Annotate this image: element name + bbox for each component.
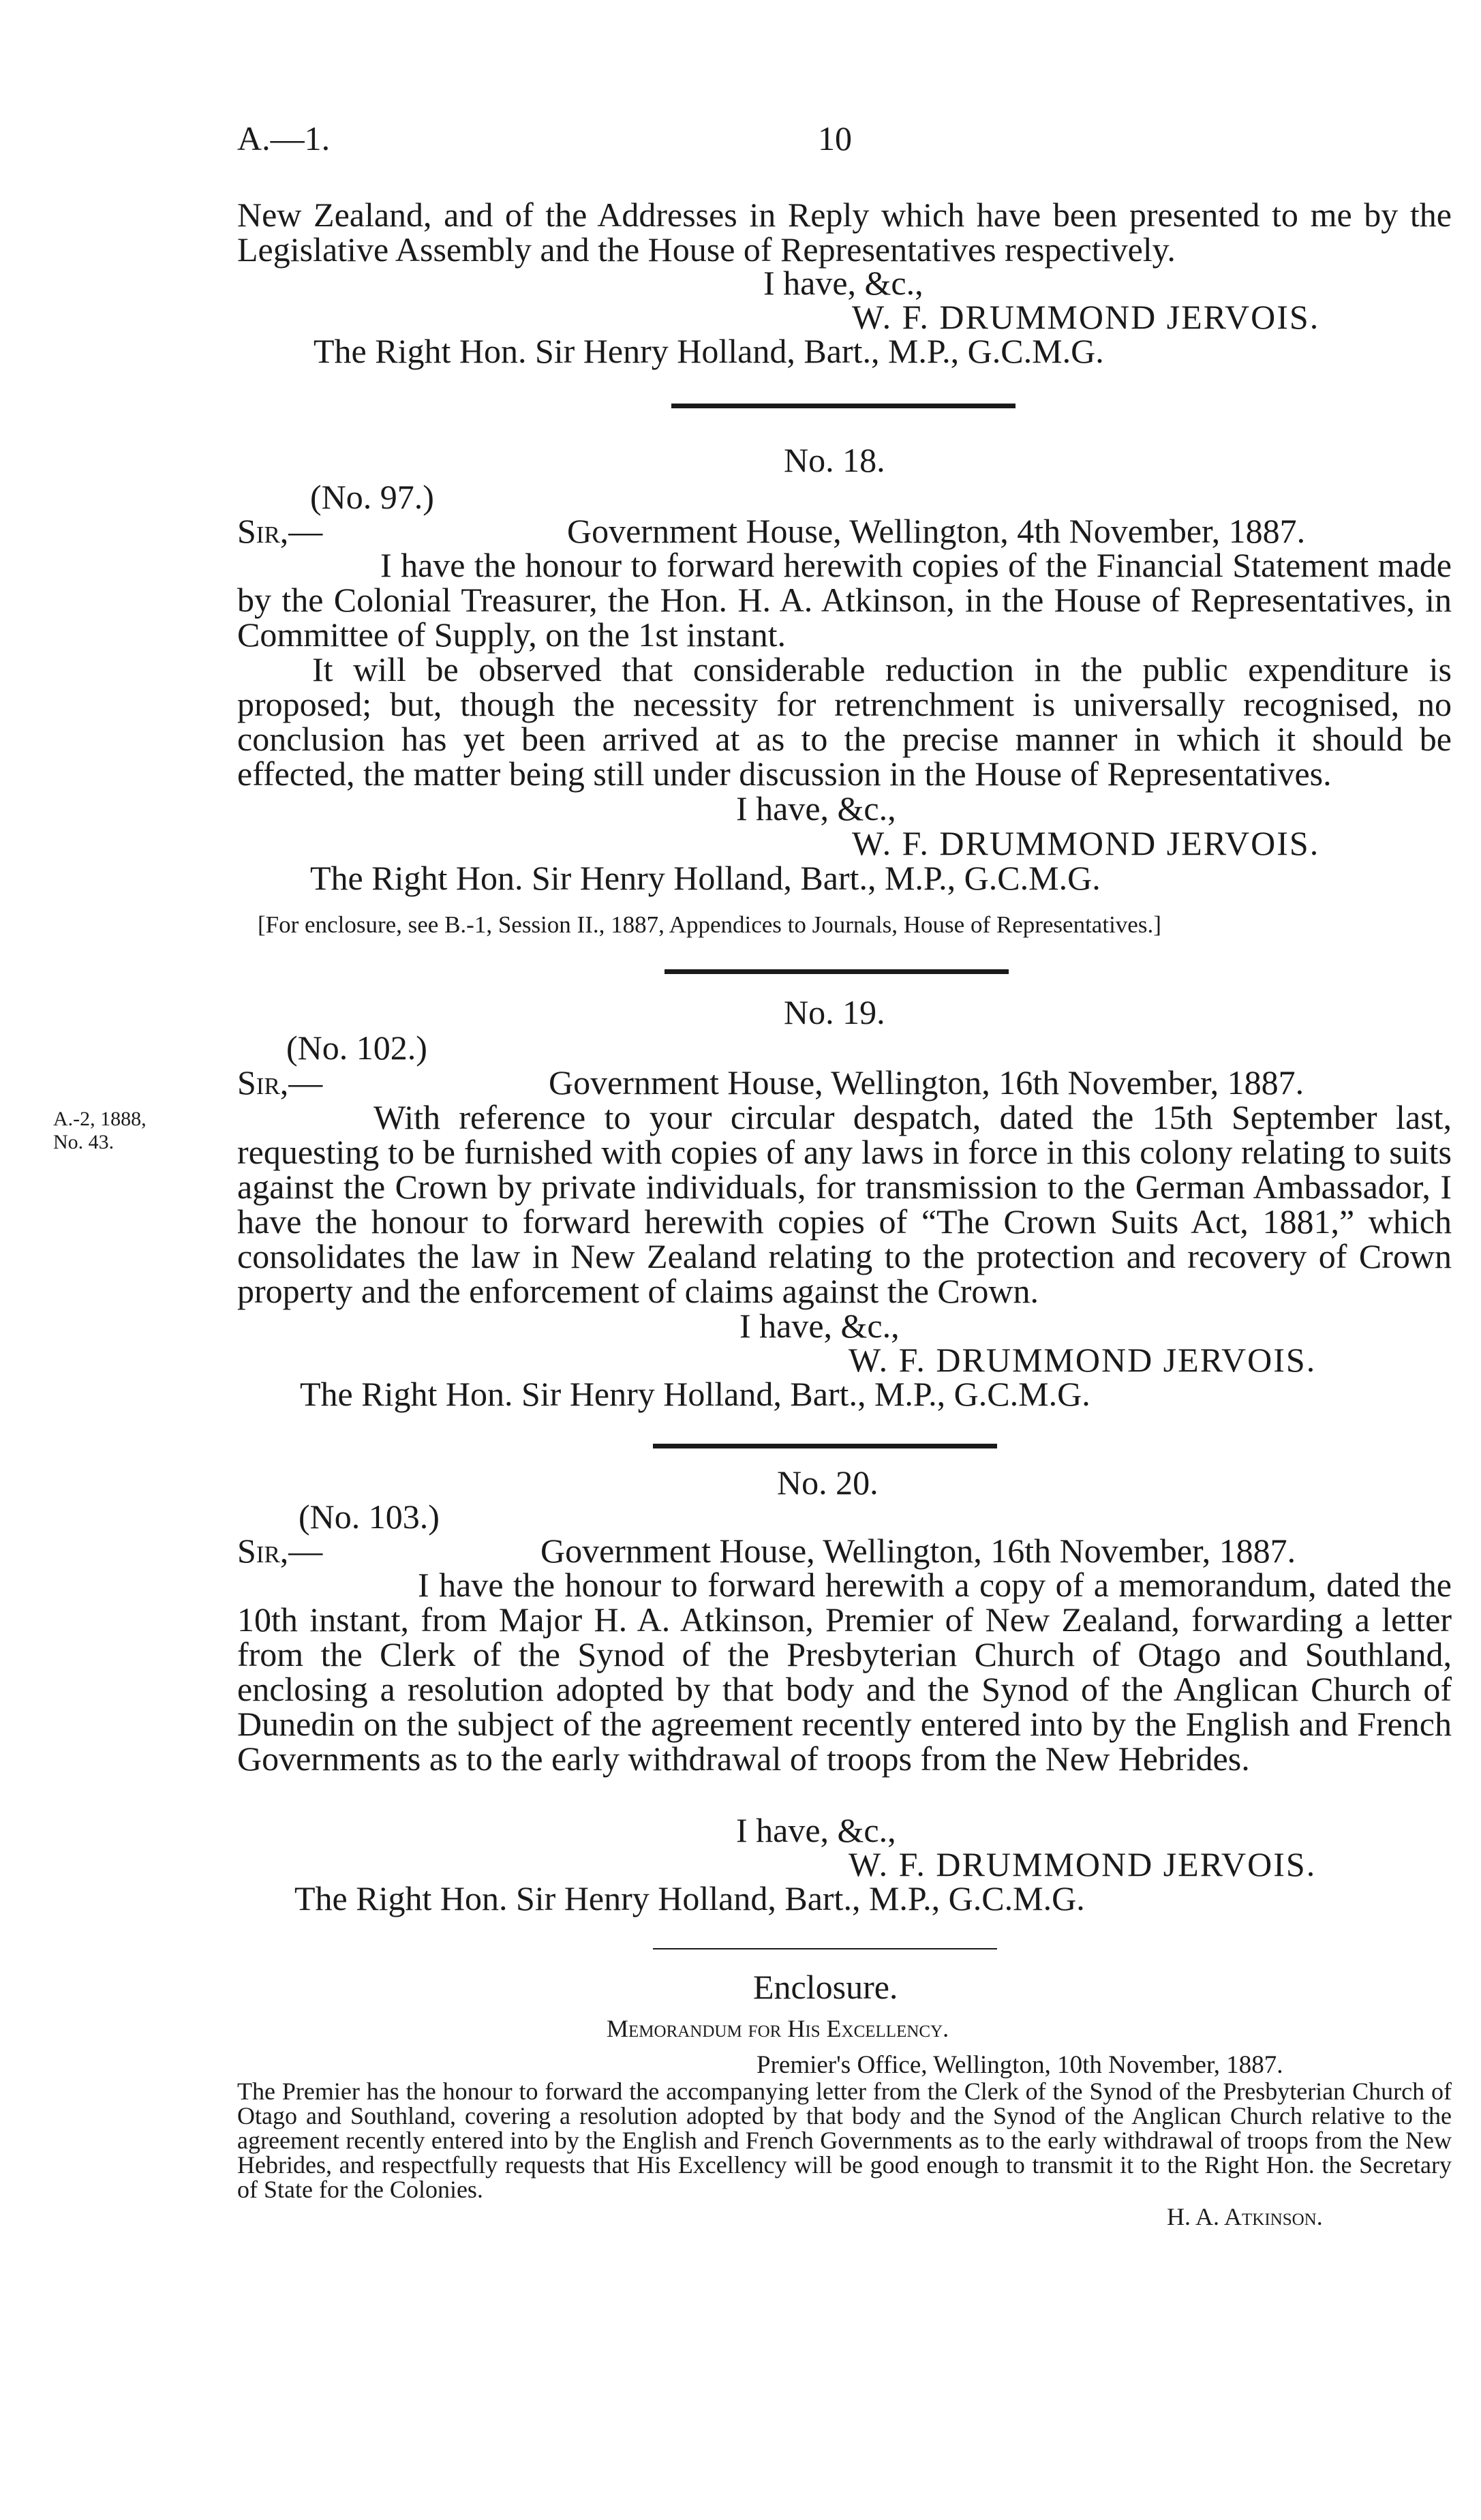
section-divider	[653, 1444, 997, 1448]
addressee-20: The Right Hon. Sir Henry Holland, Bart., M.P., G.C.M.G.	[294, 1879, 1085, 1917]
continuation-paragraph: New Zealand, and of the Addresses in Reply which have been presented to me by the Legislative Assembly and the House of Representatives respectively.	[237, 196, 1452, 269]
paragraph-20-1: I have the honour to forward herewith a copy of a memorandum, dated the 10th instant, from Major H. A. Atkinson, Premier of New Zealand, forwarding a letter from the Clerk of the Synod of the Presbyterian Church of Otago and Southland, enclosing a resolution adopted by that body and the Synod of the Anglican Church of Dunedin on the subject of the agreement recently entered into by the English and French Governments as to the early withdrawal of troops from the New Hebrides.	[237, 1566, 1452, 1778]
addressee-18: The Right Hon. Sir Henry Holland, Bart., M.P., G.C.M.G.	[310, 859, 1101, 897]
salutation-18: Sir,—	[237, 512, 323, 550]
despatch-heading-19: No. 19.	[784, 993, 885, 1031]
paragraph-19-1: With reference to your circular despatch, dated the 15th September last, requesting to be furnished with copies of any laws in force in this colony relating to suits against the Crown by private individuals, for transmission to the German Ambassador, I have the honour to forward herewith copies of “The Crown Suits Act, 1881,” which consolidates the law in New Zealand relating to the protection and recovery of Crown property and the enforcement of claims against the Crown.	[237, 1098, 1452, 1310]
memorandum-place-date: Premier's Office, Wellington, 10th November, 1887.	[757, 2051, 1283, 2079]
memorandum-signature: H. A. Atkinson.	[1167, 2203, 1323, 2230]
addressee: The Right Hon. Sir Henry Holland, Bart., M.P., G.C.M.G.	[314, 332, 1104, 370]
place-date-20: Government House, Wellington, 16th November, 1887.	[540, 1532, 1296, 1570]
paragraph-18-2: It will be observed that considerable reduction in the public expenditure is proposed; but, though the necessity for retrenchment is universally recognised, no conclusion has yet been arrived at as to the precise manner in which it should be effected, the matter being still under discussion in the House of Representatives.	[237, 650, 1452, 793]
memorandum-body: The Premier has the honour to forward the accompanying letter from the Clerk of the Synod of the Presbyterian Church of Otago and Southland, covering a resolution adopted by that body and the Synod of the Anglican Church relative to the agreement recently entered into by the English and French Governments as to the early withdrawal of troops from the New Hebrides, and respectfully requests that His Excellency will be good enough to transmit it to the Right Hon. the Secretary of State for the Colonies.	[237, 2078, 1452, 2203]
enclosure-heading: Enclosure.	[753, 1968, 898, 2006]
despatch-ref-18: (No. 97.)	[310, 478, 434, 516]
place-date-18: Government House, Wellington, 4th November, 1887.	[567, 512, 1306, 550]
despatch-ref-20: (No. 103.)	[299, 1498, 440, 1536]
despatch-ref-19: (No. 102.)	[286, 1029, 427, 1067]
header-reference: A.—1.	[237, 119, 331, 157]
signature-18: W. F. DRUMMOND JERVOIS.	[852, 824, 1320, 862]
place-date-19: Government House, Wellington, 16th November, 1887.	[549, 1063, 1304, 1102]
section-divider	[653, 1948, 997, 1949]
paragraph-18-1: I have the honour to forward herewith copies of the Financial Statement made by the Colonial Treasurer, the Hon. H. A. Atkinson, in the House of Representatives, in Committee of Supply, on the 1st instant.	[237, 546, 1452, 654]
section-divider	[665, 969, 1009, 974]
salutation-19: Sir,—	[237, 1063, 323, 1102]
closing: I have, &c.,	[763, 264, 923, 302]
enclosure-note-18: [For enclosure, see B.-1, Session II., 1887, Appendices to Journals, House of Representatives.]	[258, 911, 1161, 938]
closing-18: I have, &c.,	[736, 789, 896, 828]
margin-note-line2: No. 43.	[53, 1131, 114, 1153]
page-number: 10	[818, 119, 852, 157]
despatch-heading-20: No. 20.	[777, 1463, 879, 1502]
signature-19: W. F. DRUMMOND JERVOIS.	[849, 1341, 1317, 1379]
memorandum-title: Memorandum for His Excellency.	[607, 2015, 949, 2042]
margin-note-line1: A.-2, 1888,	[53, 1108, 147, 1130]
section-divider	[671, 404, 1016, 408]
signature: W. F. DRUMMOND JERVOIS.	[852, 298, 1320, 336]
addressee-19: The Right Hon. Sir Henry Holland, Bart., M.P., G.C.M.G.	[300, 1375, 1090, 1413]
closing-20: I have, &c.,	[736, 1811, 896, 1849]
closing-19: I have, &c.,	[739, 1307, 900, 1345]
salutation-20: Sir,—	[237, 1532, 323, 1570]
signature-20: W. F. DRUMMOND JERVOIS.	[849, 1845, 1317, 1883]
despatch-heading-18: No. 18.	[784, 441, 885, 479]
